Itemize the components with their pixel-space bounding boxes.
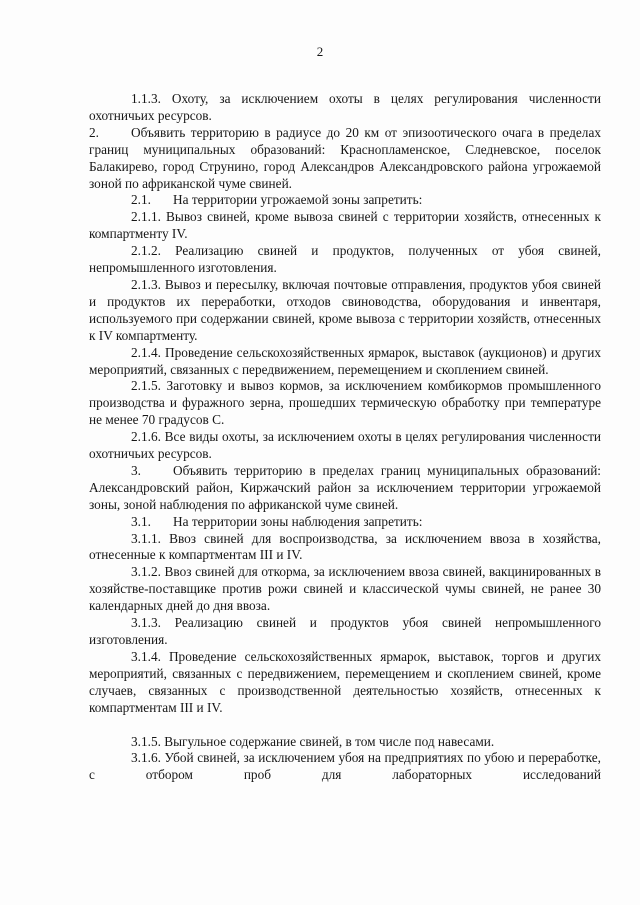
document-body — [89, 91, 601, 784]
paragraph-3-1 — [89, 514, 601, 531]
paragraph-3-1-3: 3.1.3. Реализацию свиней и продуктов убоя свиней непромышленного изготовления. — [89, 615, 601, 647]
paragraph-2-1-4: 2.1.4. Проведение сельскохозяйственных ярмарок, выставок (аукционов) и других мероприятий, связанных с передвижением, перемещением и скоплением свиней. — [89, 344, 601, 377]
paragraph-number: 2. — [89, 124, 99, 140]
paragraph-number: 3. — [131, 462, 141, 478]
paragraph-number: 3.1. — [131, 513, 151, 529]
paragraph-text: Объявить территорию в пределах границ муниципальных образований: Александровский район, Киржачский район за исключением территории угрожаемой зоны, зоной наблюдения по африканской чуме свиней. — [89, 462, 601, 512]
paragraph-3 — [89, 463, 601, 514]
paragraph-2-1-6: 2.1.6. Все виды охоты, за исключением охоты в целях регулирования численности охотничьих ресурсов. — [89, 429, 601, 462]
paragraph-2-1-5: 2.1.5. Заготовку и вывоз кормов, за исключением комбикормов промышленного производства и фуражного зерна, прошедших термическую обработку при температуре не менее 70 градусов С. — [89, 378, 601, 428]
paragraph-1-1-3: 1.1.3. Охоту, за исключением охоты в целях регулирования численности охотничьих ресурсов. — [89, 91, 601, 123]
paragraph-text: На территории зоны наблюдения запретить: — [173, 513, 423, 529]
paragraph-text: Объявить территорию в радиусе до 20 км от эпизоотического очага в пределах границ муниципальных образований: Краснопламенское, Следневское, поселок Балакирево, город Струнино, город Александров Александровского района угрожаемой зоной по африканской чуме свиней. — [89, 124, 601, 191]
paragraph-3-1-6: 3.1.6. Убой свиней, за исключением убоя на предприятиях по убою и переработке, с отбором проб для лабораторных исследований — [89, 750, 601, 783]
paragraph-3-1-5: 3.1.5. Выгульное содержание свиней, в том числе под навесами. — [131, 733, 495, 749]
paragraph-2-1-2: 2.1.2. Реализацию свиней и продуктов, полученных от убоя свиней, непромышленного изготовления. — [89, 243, 601, 276]
paragraph-text: На территории угрожаемой зоны запретить: — [173, 192, 423, 208]
paragraph-3-1-4: 3.1.4. Проведение сельскохозяйственных ярмарок, выставок, торгов и других мероприятий, связанных с передвижением, перемещением и скоплением свиней, кроме случаев, связанных с производственной деятельностью хозяйств, отнесенных к компартментам III и IV. — [89, 648, 601, 715]
paragraph-2 — [89, 125, 601, 193]
paragraph-2-1 — [89, 192, 601, 209]
paragraph-2-1-1: 2.1.1. Вывоз свиней, кроме вывоза свиней с территории хозяйств, отнесенных к компартменту IV. — [89, 209, 601, 242]
paragraph-3-1-1: 3.1.1. Ввоз свиней для воспроизводства, за исключением ввоза в хозяйства, отнесенные к компартментам III и IV. — [89, 530, 601, 563]
paragraph-number: 2.1. — [131, 192, 151, 208]
page-number: 2 — [316, 44, 324, 59]
paragraph-3-1-2: 3.1.2. Ввоз свиней для откорма, за исключением ввоза свиней, вакцинированных в хозяйстве-поставщике против рожи свиней и классической чумы свиней, не ранее 30 календарных дней до дня ввоза. — [89, 564, 601, 614]
paragraph-2-1-3: 2.1.3. Вывоз и пересылку, включая почтовые отправления, продуктов убоя свиней и продуктов их переработки, отходов свиноводства, оборудования и инвентаря, используемого при содержании свиней, кроме вывоза с территории хозяйств, отнесенных к IV компартменту. — [89, 276, 601, 343]
